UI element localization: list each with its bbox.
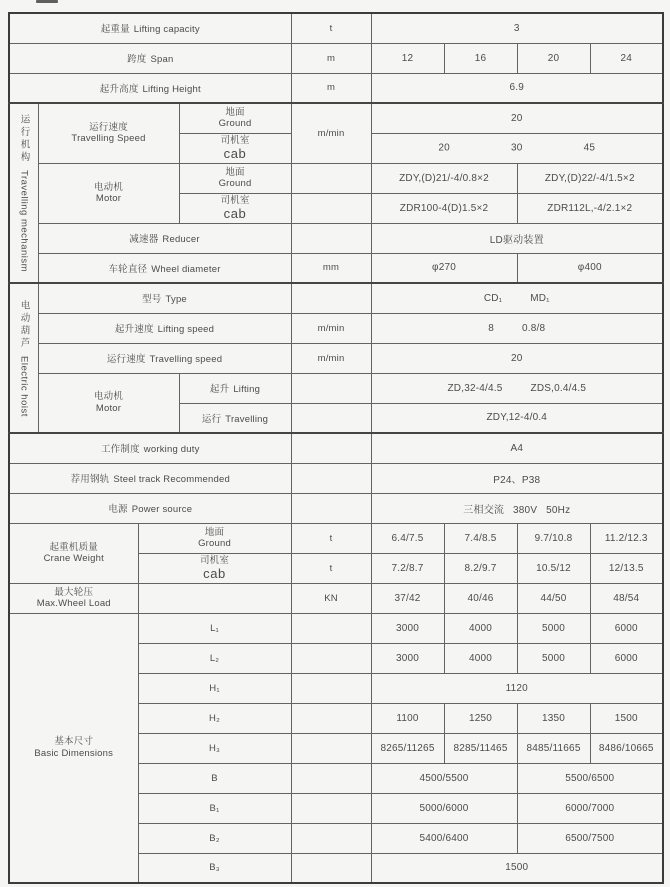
tm-speed-label-zh: 运行速度: [89, 121, 128, 133]
dim-b2-label: B₂: [138, 823, 291, 853]
tm-speed-cab-value-0: 20: [438, 142, 450, 154]
dim-h2-unit: [291, 703, 371, 733]
tm-speed-cab-value-1: 30: [511, 142, 523, 154]
tm-speed-label-en: Travelling Speed: [71, 133, 146, 145]
max-wheel-load-0: 37/42: [371, 583, 444, 613]
dim-b1-unit: [291, 793, 371, 823]
steel-track-label: [9, 463, 291, 493]
dim-b-left: 4500/5500: [371, 763, 517, 793]
max-wheel-load-unit: KN: [291, 583, 371, 613]
dim-l1-3: 6000: [590, 613, 663, 643]
row-power-source: [9, 493, 663, 523]
crane-weight-cab-label: [138, 553, 291, 583]
dim-b-label: B: [138, 763, 291, 793]
dim-b2-left: 5400/6400: [371, 823, 517, 853]
hoist-motor-travelling-en: Travelling: [225, 413, 269, 425]
wheel-diameter-label-en: Wheel diameter: [151, 263, 221, 275]
hoist-lifting-speed-value: [371, 313, 663, 343]
row-lifting-capacity: [9, 13, 663, 43]
lifting-capacity-label-zh: 起重量: [100, 24, 130, 36]
power-source-label: [9, 493, 291, 523]
dim-h3-1: 8285/11465: [444, 733, 517, 763]
hoist-motor-lifting-en: Lifting: [233, 384, 261, 395]
row-dim-l1: [9, 613, 663, 643]
row-hoist-motor-lifting: [9, 373, 663, 403]
row-tm-speed-ground: [9, 103, 663, 133]
dim-b-right: 5500/6500: [517, 763, 663, 793]
hoist-motor-label: [38, 373, 179, 433]
dim-b1-left: 5000/6000: [371, 793, 517, 823]
tm-motor-cab-label: [179, 193, 291, 223]
dim-b-unit: [291, 763, 371, 793]
crane-weight-label: [9, 523, 138, 583]
tm-motor-ground-label: [179, 163, 291, 193]
crane-weight-cab-3: 12/13.5: [590, 553, 663, 583]
hoist-lifting-speed-b: 0.8/8: [522, 322, 546, 334]
crane-weight-ground-0: 6.4/7.5: [371, 523, 444, 553]
hoist-travelling-speed-label-en: Travelling speed: [149, 354, 223, 365]
hoist-motor-travelling-value: ZDY,12-4/0.4: [371, 403, 663, 433]
hoist-lifting-speed-unit: m/min: [291, 313, 371, 343]
max-wheel-load-label: [9, 583, 138, 613]
max-wheel-load-subcell: [138, 583, 291, 613]
wheel-diameter-right: φ400: [517, 253, 663, 283]
hoist-motor-travelling-unit: [291, 403, 371, 433]
wheel-diameter-unit: mm: [291, 253, 371, 283]
row-hoist-lifting-speed: [9, 313, 663, 343]
dim-l2-1: 4000: [444, 643, 517, 673]
hoist-travelling-speed-label: [38, 343, 291, 373]
group-travelling-mechanism-zh: 运行机构: [18, 113, 30, 164]
crane-weight-ground-3: 11.2/12.3: [590, 523, 663, 553]
hoist-type-b: MD₁: [530, 292, 550, 304]
hoist-type-value: [371, 283, 663, 313]
tm-speed-ground-label: [179, 103, 291, 133]
lifting-height-label: [9, 73, 291, 103]
hoist-motor-label-en: Motor: [95, 402, 122, 414]
steel-track-label-zh: 荐用钢轨: [70, 474, 110, 485]
dim-b3-value: 1500: [371, 853, 663, 883]
dim-b1-right: 6000/7000: [517, 793, 663, 823]
hoist-travelling-speed-unit: m/min: [291, 343, 371, 373]
tm-motor-label-en: Motor: [95, 193, 122, 204]
row-span: [9, 43, 663, 73]
hoist-travelling-speed-label-zh: 运行速度: [106, 354, 146, 365]
hoist-motor-lifting-unit: [291, 373, 371, 403]
tm-motor-ground-unit: [291, 163, 371, 193]
steel-track-label-en: Steel track Recommended: [113, 474, 230, 485]
dim-h2-3: 1500: [590, 703, 663, 733]
lifting-height-value: 6.9: [371, 73, 663, 103]
max-wheel-load-label-en: Max.Wheel Load: [36, 598, 111, 609]
tm-speed-ground-en: Ground: [218, 118, 252, 130]
row-reducer: [9, 223, 663, 253]
hoist-motor-label-zh: 电动机: [93, 391, 124, 403]
working-duty-value: A4: [371, 433, 663, 463]
max-wheel-load-3: 48/54: [590, 583, 663, 613]
hoist-motor-lifting-label: [179, 373, 291, 403]
dim-l2-3: 6000: [590, 643, 663, 673]
dim-l1-label: L₁: [138, 613, 291, 643]
tm-motor-ground-left: ZDY,(D)21/-4/0.8×2: [371, 163, 517, 193]
hoist-type-label-zh: 型号: [142, 294, 162, 306]
reducer-unit: [291, 223, 371, 253]
crane-weight-ground-label: [138, 523, 291, 553]
dim-h1-unit: [291, 673, 371, 703]
span-value-1: 16: [444, 43, 517, 73]
crane-weight-label-en: Crane Weight: [43, 553, 104, 564]
dim-b2-right: 6500/7500: [517, 823, 663, 853]
steel-track-unit: [291, 463, 371, 493]
tm-speed-cab-zh: 司机室: [220, 134, 250, 146]
tm-motor-label: [38, 163, 179, 223]
tm-speed-ground-value: 20: [371, 103, 663, 133]
lifting-capacity-value: 3: [371, 13, 663, 43]
tm-speed-cab-value-2: 45: [583, 142, 596, 154]
dim-h3-3: 8486/10665: [590, 733, 663, 763]
lifting-height-label-zh: 起升高度: [99, 83, 139, 95]
hoist-travelling-speed-value: 20: [371, 343, 663, 373]
dim-b1-label: B₁: [138, 793, 291, 823]
max-wheel-load-2: 44/50: [517, 583, 590, 613]
dim-b2-unit: [291, 823, 371, 853]
dim-h3-unit: [291, 733, 371, 763]
tm-motor-cab-zh: 司机室: [220, 194, 250, 206]
hoist-motor-travelling-zh: 运行: [201, 413, 222, 425]
scan-artifact: [36, 0, 58, 3]
span-value-3: 24: [590, 43, 663, 73]
hoist-motor-travelling-label: [179, 403, 291, 433]
hoist-motor-lifting-a: ZD,32-4/4.5: [447, 382, 503, 394]
dim-l1-1: 4000: [444, 613, 517, 643]
dim-h3-2: 8485/11665: [517, 733, 590, 763]
span-label: [9, 43, 291, 73]
group-travelling-mechanism-en: Travelling mechanism: [18, 169, 30, 273]
dim-l2-label: L₂: [138, 643, 291, 673]
crane-weight-ground-1: 7.4/8.5: [444, 523, 517, 553]
wheel-diameter-left: φ270: [371, 253, 517, 283]
tm-motor-cab-unit: [291, 193, 371, 223]
row-steel-track: [9, 463, 663, 493]
power-source-unit: [291, 493, 371, 523]
row-wheel-diameter: [9, 253, 663, 283]
lifting-capacity-unit: t: [291, 13, 371, 43]
span-value-2: 20: [517, 43, 590, 73]
dim-h3-0: 8265/11265: [371, 733, 444, 763]
row-tm-motor-ground: [9, 163, 663, 193]
reducer-label: [38, 223, 291, 253]
hoist-motor-lifting-zh: 起升: [209, 384, 230, 395]
tm-motor-cab-en: cab: [223, 205, 247, 221]
wheel-diameter-label: [38, 253, 291, 283]
row-crane-weight-ground: [9, 523, 663, 553]
crane-weight-cab-zh: 司机室: [199, 554, 230, 566]
dim-h2-0: 1100: [371, 703, 444, 733]
row-max-wheel-load: [9, 583, 663, 613]
lifting-capacity-label: [9, 13, 291, 43]
row-lifting-height: [9, 73, 663, 103]
reducer-label-en: Reducer: [162, 234, 200, 245]
tm-speed-ground-zh: 地面: [225, 106, 245, 118]
dim-l1-2: 5000: [517, 613, 590, 643]
tm-speed-unit: m/min: [291, 103, 371, 163]
hoist-type-a: CD₁: [483, 292, 503, 304]
dim-l1-unit: [291, 613, 371, 643]
tm-speed-cab-values: [371, 133, 663, 163]
crane-weight-ground-unit: t: [291, 523, 371, 553]
power-source-value: 三相交流 380V 50Hz: [371, 493, 663, 523]
power-source-label-en: Power source: [131, 504, 193, 515]
tm-motor-ground-right: ZDY,(D)22/-4/1.5×2: [517, 163, 663, 193]
tm-motor-cab-left: ZDR100-4(D)1.5×2: [371, 193, 517, 223]
dim-h2-2: 1350: [517, 703, 590, 733]
dim-l2-unit: [291, 643, 371, 673]
lifting-height-unit: m: [291, 73, 371, 103]
tm-speed-cab-label: [179, 133, 291, 163]
crane-weight-cab-0: 7.2/8.7: [371, 553, 444, 583]
basic-dimensions-label-zh: 基本尺寸: [54, 736, 94, 748]
group-electric-hoist-en: Electric hoist: [18, 355, 30, 417]
row-working-duty: [9, 433, 663, 463]
crane-spec-table: [8, 12, 664, 884]
crane-weight-cab-1: 8.2/9.7: [444, 553, 517, 583]
span-unit: m: [291, 43, 371, 73]
dim-h2-label: H₂: [138, 703, 291, 733]
working-duty-label-zh: 工作制度: [100, 444, 140, 456]
dim-h3-label: H₃: [138, 733, 291, 763]
span-label-en: Span: [150, 54, 174, 65]
power-source-label-zh: 电源: [108, 504, 128, 515]
crane-weight-ground-2: 9.7/10.8: [517, 523, 590, 553]
reducer-label-zh: 减速器: [129, 234, 159, 245]
dim-h1-label: H₁: [138, 673, 291, 703]
tm-motor-label-zh: 电动机: [93, 181, 124, 193]
group-travelling-mechanism: [9, 103, 38, 283]
dim-l1-0: 3000: [371, 613, 444, 643]
row-hoist-type: [9, 283, 663, 313]
tm-speed-cab-en: cab: [223, 145, 247, 161]
crane-weight-cab-unit: t: [291, 553, 371, 583]
dim-h2-1: 1250: [444, 703, 517, 733]
working-duty-label-en: working duty: [143, 444, 200, 456]
tm-speed-label: [38, 103, 179, 163]
dim-b3-unit: [291, 853, 371, 883]
lifting-capacity-label-en: Lifting capacity: [133, 24, 200, 36]
tm-motor-cab-right: ZDR112L,-4/2.1×2: [517, 193, 663, 223]
row-hoist-travelling-speed: [9, 343, 663, 373]
steel-track-value: P24、P38: [371, 463, 663, 493]
crane-weight-cab-en: cab: [203, 565, 226, 581]
working-duty-unit: [291, 433, 371, 463]
dim-b3-label: B₃: [138, 853, 291, 883]
hoist-type-label: [38, 283, 291, 313]
hoist-lifting-speed-a: 8: [488, 322, 495, 334]
hoist-type-unit: [291, 283, 371, 313]
basic-dimensions-label-en: Basic Dimensions: [34, 747, 114, 759]
group-electric-hoist: [9, 283, 38, 433]
span-value-0: 12: [371, 43, 444, 73]
max-wheel-load-label-zh: 最大轮压: [54, 586, 94, 598]
wheel-diameter-label-zh: 车轮直径: [108, 263, 148, 275]
crane-weight-cab-2: 10.5/12: [517, 553, 590, 583]
reducer-value: LD驱动装置: [371, 223, 663, 253]
hoist-lifting-speed-label: [38, 313, 291, 343]
crane-weight-ground-en: Ground: [198, 538, 231, 549]
max-wheel-load-1: 40/46: [444, 583, 517, 613]
working-duty-label: [9, 433, 291, 463]
lifting-height-label-en: Lifting Height: [142, 83, 201, 95]
hoist-lifting-speed-label-zh: 起升速度: [114, 324, 154, 335]
group-electric-hoist-zh: 电动葫芦: [18, 299, 30, 350]
crane-weight-ground-zh: 地面: [204, 526, 225, 538]
tm-motor-ground-en: Ground: [218, 178, 252, 189]
hoist-motor-lifting-b: ZDS,0.4/4.5: [530, 382, 587, 394]
hoist-motor-lifting-value: [371, 373, 663, 403]
crane-weight-label-zh: 起重机质量: [49, 541, 98, 553]
hoist-type-label-en: Type: [165, 294, 187, 306]
dim-h1-value: 1120: [371, 673, 663, 703]
span-label-zh: 跨度: [127, 54, 147, 65]
hoist-lifting-speed-label-en: Lifting speed: [157, 324, 215, 335]
dim-l2-2: 5000: [517, 643, 590, 673]
tm-motor-ground-zh: 地面: [225, 166, 245, 178]
dim-l2-0: 3000: [371, 643, 444, 673]
basic-dimensions-label: [9, 613, 138, 883]
